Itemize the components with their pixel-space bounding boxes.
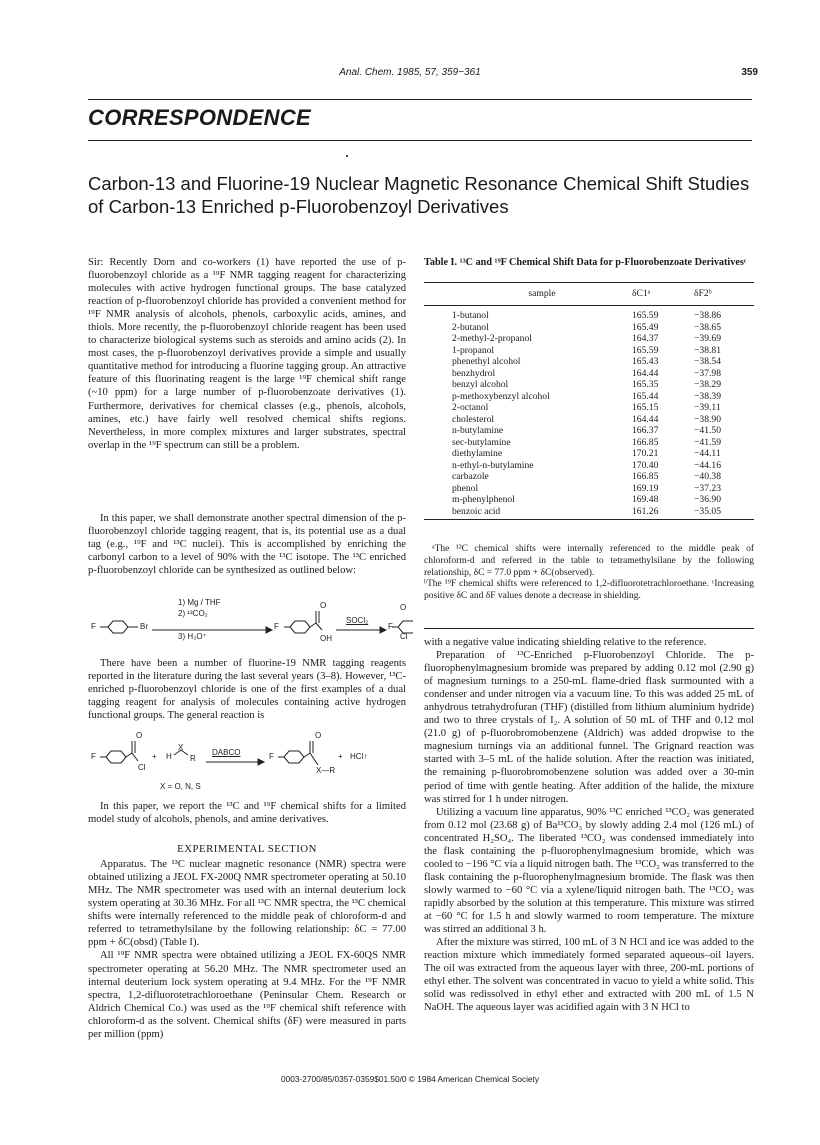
co2-paragraph: Utilizing a vacuum line apparatus, 90% ¹³C enriched ¹³CO₂ was generated from 0.12 mol (23.68 g) of Ba¹³CO₃ by slowly adding 2.4 mol (126 mL) of concentrated H₂SO₄. The liberated ¹³CO₂ was condensed immediately into the flask containing the p-fluorophenylmagnesium bromide, which was cooled to −196 °C via a liquid nitrogen bath. The ¹³CO₂ was transferred to the flask containing the p-fluorophenylmagnesium bromide. The flask was then slowly warmed to −60 °C via a xylene/liquid nitrogen bath. The ¹³CO₂ was rapidly absorbed by the solution at this temperature. This mixture was stirred at −60 °C for 1.5 h and slowly warmed to room temperature. The mixture was stirred an additional 3 h. xyxy=(424,806,754,936)
table-row xyxy=(424,402,754,414)
table-cell-c1: 165.59 xyxy=(632,344,659,356)
table-row xyxy=(424,471,754,483)
table-cell-f2: −40.38 xyxy=(694,471,721,482)
table-cell-c1: 161.26 xyxy=(632,506,694,520)
scheme1-o1: O xyxy=(320,601,327,610)
table-cell-sample: cholesterol xyxy=(452,413,495,425)
table-cell-sample: 2-methyl-2-propanol xyxy=(452,333,532,344)
table-cell-sample: phenethyl alcohol xyxy=(452,356,521,367)
table-cell-c1: 165.49 xyxy=(632,321,659,333)
table-cell-sample: diethylamine xyxy=(452,448,503,459)
table-title: Table I. ¹³C and ¹⁹F Chemical Shift Data for p-Fluorobenzoate Derivativesᶜ xyxy=(424,257,747,268)
table-row xyxy=(424,494,754,506)
left-column-mid xyxy=(88,657,406,722)
table-cell-f2: −41.59 xyxy=(694,436,721,448)
general-reaction-scheme xyxy=(88,721,408,795)
scheme1-reagent: SOCl₂ xyxy=(346,616,369,625)
table-cell-f2: −38.54 xyxy=(694,356,721,367)
table-cell-sample: 1-butanol xyxy=(452,310,489,321)
table-cell-f2: −39.11 xyxy=(694,402,721,413)
scheme1-cond2: 2) ¹³CO₂ xyxy=(178,609,208,618)
table-cell-f2: −38.90 xyxy=(694,413,721,425)
preparation-paragraph: Preparation of ¹³C-Enriched p-Fluorobenzoyl Chloride. The p-fluorophenylmagnesium bromide was prepared by adding 0.12 mol (2.90 g) of magnesium turnings to a 250-mL flame-dried flask surmounted with a condenser and under nitrogen via a vacuum line. To this was added 25 mL of anhydrous tetrahydrofuran (THF) (distilled from lithium aluminium hydride) and two to three crystals of I₂. A solution of 50 mL of THF and 0.12 mol (21.0 g) of p-fluorobromobenzene (Aldrich) was added dropwise to the magnesium turnings via an additional funnel. The Grignard reaction was started with 3–5 mL of the halide solution. After the reaction was initiated, the remaining p-fluorobromobenzene solution was added over a 30-min period of time with gentle heating. After addition of the halide, the mixture was stirred for 1 h under nitrogen. xyxy=(424,650,754,805)
table-footnote-c: ᶜIncreasing positive δC and δF values denote a decrease in shielding. xyxy=(424,579,754,602)
table-cell-c1: 170.40 xyxy=(632,459,659,471)
table-cell-f2: −38.65 xyxy=(694,321,721,333)
section-rule xyxy=(88,140,752,141)
table-cell-f2: −39.69 xyxy=(694,333,721,344)
scheme1-cond1: 1) Mg / THF xyxy=(178,598,221,607)
scheme2-hcl: HCl↑ xyxy=(350,752,368,761)
table-cell-sample: benzyl alcohol xyxy=(452,379,509,390)
table-row xyxy=(424,368,754,380)
section-title: CORRESPONDENCE xyxy=(88,105,312,130)
table-row xyxy=(424,425,754,437)
page-number: 359 xyxy=(741,67,758,78)
left-column-bottom xyxy=(88,800,406,1041)
dual-tag-paragraph: In this paper, we shall demonstrate another spectral dimension of the p-fluorobenzoyl chloride tagging reagent, that is, its potential use as a dual tag (e.g., ¹⁹F and ¹³C nuclei). This is accomplished by enriching the carbonyl carbon to a level of 90% with the ¹³C isotope. The ¹³C enriched p-fluorobenzoyl chloride can be synthesized as outlined below: xyxy=(88,513,406,577)
table-cell-sample: 2-octanol xyxy=(452,402,489,413)
synthesis-scheme xyxy=(88,594,408,646)
table-header-c1: δC1ᵃ xyxy=(632,283,694,306)
scheme1-f2: F xyxy=(274,622,279,631)
table-cell-c1: 164.44 xyxy=(632,367,659,379)
table-cell-f2: −38.81 xyxy=(694,344,721,356)
journal-citation: Anal. Chem. 1985, 57, 359−361 xyxy=(339,67,481,78)
table-row xyxy=(424,448,754,460)
scheme1-br: Br xyxy=(140,622,148,631)
scheme2-f2: F xyxy=(269,752,274,761)
shielding-paragraph: with a negative value indicating shielding relative to the reference. xyxy=(424,637,707,648)
scheme2-x: X xyxy=(178,743,184,752)
table-row xyxy=(424,306,754,322)
table-row xyxy=(424,437,754,449)
table-footnotes xyxy=(424,544,754,603)
table-cell-c1: 165.35 xyxy=(632,379,659,390)
table-cell-sample: phenol xyxy=(452,482,479,494)
scheme2-xdef: X = O, N, S xyxy=(160,782,201,791)
scheme2-reagent: DABCO xyxy=(212,748,241,757)
table-row xyxy=(424,322,754,334)
table-cell-sample: p-methoxybenzyl alcohol xyxy=(452,390,550,402)
table-cell-sample: n-butylamine xyxy=(452,425,504,436)
table-cell-sample: 1-propanol xyxy=(452,344,495,356)
table-cell-c1: 165.43 xyxy=(632,356,659,367)
table-cell-c1: 164.44 xyxy=(632,413,659,425)
table-cell-f2: −38.29 xyxy=(694,379,721,390)
apparatus-paragraph: Apparatus. The ¹³C nuclear magnetic resonance (NMR) spectra were obtained utilizing a JEOL FX-200Q NMR spectrometer operating at 50.10 MHz. The NMR spectrometer was used with an internal deuterium lock system operating at 30.36 MHz. For all ¹³C NMR spectra, the ¹³C chemical shifts were internally referenced to the middle peak of chloroform-d and referred to tetramethylsilane by the following relationship: δC = 77.00 ppm + δC(obsd) (Table I). xyxy=(88,859,406,949)
table-cell-c1: 165.59 xyxy=(632,310,659,321)
table-row xyxy=(424,356,754,368)
table-cell-f2: −37.23 xyxy=(694,482,721,494)
table-cell-sample: benzoic acid xyxy=(424,506,632,520)
table-cell-c1: 169.19 xyxy=(632,482,659,494)
table-footnote-b: ᵇThe ¹⁹F chemical shifts were referenced to 1,2-difluorotetrachloroethane. xyxy=(424,579,709,590)
table-cell-f2: −41.50 xyxy=(694,425,721,436)
intro-paragraph: Sir: Recently Dorn and co-workers (1) have reported the use of p-fluorobenzoyl chloride as a ¹⁹F NMR tagging reagent for characterizing molecules with active hydrogen functional groups. The base catalyzed reaction of p-fluorobenzoyl chloride has provided a convenient method for ¹⁹F NMR analysis of alcohols, phenols, carboxylic acids, amines, and thiols. More recently, the p-fluorobenzoyl chloride reagent has been used to characterize biological systems such as steroids and amino acids (2). In most cases, the p-fluorobenzoyl derivatives provide a simple and usually quantitative method for introducing a fluorine tagging group. An attractive feature of this fluorinating reagent is the large ¹⁹F chemical shift range (~10 ppm) for a large number of p-fluorobenzoate derivatives (1). Furthermore, derivatives for chemical classes (e.g., phenols, alcohols, amines, etc.) have fairly well resolved chemical shifts regions. Nevertheless, in more complex mixtures and larger substrates, spectral overlap in the ¹⁹F spectrum can still be a problem. xyxy=(88,257,406,451)
table-cell-f2: −44.16 xyxy=(694,459,721,471)
scheme1-cl: Cl xyxy=(400,632,408,641)
tagging-paragraph: There have been a number of fluorine-19 NMR tagging reagents reported in the literature during the last several years (3–8). However, ¹³C-enriched p-fluorobenzoyl chloride is one of the first examples of a dual tagging reagent for analysis of molecules containing active hydrogen functional groups. The general reaction is xyxy=(88,658,406,722)
right-column xyxy=(424,636,754,1014)
table-cell-sample: sec-butylamine xyxy=(452,436,511,448)
table-cell-c1: 166.85 xyxy=(632,436,659,448)
table-row xyxy=(424,460,754,472)
scheme2-o1: O xyxy=(136,731,143,740)
scheme1-f3: F xyxy=(388,622,393,631)
table-cell-f2: −37.98 xyxy=(694,367,721,379)
table-row xyxy=(424,414,754,426)
table-row xyxy=(424,379,754,391)
table-cell-f2: −38.86 xyxy=(694,310,721,321)
chemical-shift-table xyxy=(424,282,754,520)
speck-mark xyxy=(346,155,348,157)
table-end-rule xyxy=(424,628,754,629)
scheme2-h: H xyxy=(166,752,172,761)
table-cell-c1: 169.48 xyxy=(632,494,659,505)
table-cell-c1: 164.37 xyxy=(632,333,659,344)
scheme2-cl1: Cl xyxy=(138,763,146,772)
scheme1-o2: O xyxy=(400,603,407,612)
table-cell-f2: −35.05 xyxy=(694,506,754,520)
table-cell-f2: −44.11 xyxy=(694,448,721,459)
table-cell-sample: benzhydrol xyxy=(452,367,496,379)
table-footnote-a: ᵃThe ¹³C chemical shifts were internally referenced to the middle peak of chloroform-d and referred in the table to tetramethylsilane by the following relationship, δC = 77.0 ppm + δC(observed). xyxy=(424,544,754,578)
scheme2-o2: O xyxy=(315,731,322,740)
table-cell-c1: 165.15 xyxy=(632,402,659,413)
table-cell-c1: 170.21 xyxy=(632,448,659,459)
table-row xyxy=(424,333,754,345)
scheme2-xr: X—R xyxy=(316,766,336,775)
copyright-footer: 0003-2700/85/0357-0359$01.50/0 © 1984 American Chemical Society xyxy=(281,1074,539,1084)
report-paragraph: In this paper, we report the ¹³C and ¹⁹F chemical shifts for a limited model study of alcohols, phenols, and amine derivatives. xyxy=(88,801,406,826)
table-cell-sample: 2-butanol xyxy=(452,321,489,333)
f19-nmr-paragraph: All ¹⁹F NMR spectra were obtained utilizing a JEOL FX-60QS NMR spectrometer operating at 56.20 MHz. The NMR spectrometer used an internal deuterium lock system operating at 9.4 MHz. For the ¹⁹F NMR spectra, 1,2-difluorotetrachloroethane (Peninsular Chem. Research or Aldrich Chemical Co.) was used as the ¹⁹F chemical shift reference with chloroform-d as the solvent. Chemical shifts (δF) were measured in parts per million (ppm) xyxy=(88,950,406,1040)
scheme1-oh: OH xyxy=(320,634,332,643)
table-row xyxy=(424,506,754,520)
table-cell-c1: 165.44 xyxy=(632,390,659,402)
scheme2-r: R xyxy=(190,754,196,763)
scheme2-plus2: + xyxy=(338,752,343,761)
scheme2-plus1: + xyxy=(152,752,157,761)
scheme2-f1: F xyxy=(91,752,96,761)
table-row xyxy=(424,391,754,403)
scheme1-cond3: 3) H₃O⁺ xyxy=(178,632,207,641)
table-row xyxy=(424,483,754,495)
article-title: Carbon-13 and Fluorine-19 Nuclear Magnetic Resonance Chemical Shift Studies of Carbon-13 Enriched p-Fluorobenzoyl Derivatives xyxy=(88,173,750,217)
table-header-f2: δF2ᵇ xyxy=(694,283,754,306)
table-cell-sample: n-ethyl-n-butylamine xyxy=(452,459,534,471)
table-cell-f2: −38.39 xyxy=(694,390,721,402)
table-cell-c1: 166.37 xyxy=(632,425,659,436)
top-rule xyxy=(88,99,752,100)
table-header-sample: sample xyxy=(424,283,632,306)
table-cell-sample: carbazole xyxy=(452,471,489,482)
scheme1-f1: F xyxy=(91,622,96,631)
table-cell-sample: m-phenylphenol xyxy=(452,494,515,505)
table-cell-f2: −36.90 xyxy=(694,494,721,505)
experimental-heading: EXPERIMENTAL SECTION xyxy=(177,843,317,856)
workup-paragraph: After the mixture was stirred, 100 mL of 3 N HCl and ice was added to the reaction mixture which immediately formed separated aqueous–oil layers. The oil was extracted from the aqueous layer with three, 200-mL portions of ethyl ether. The solvent was concentrated in vacuo to yield a white solid. This solid was redissolved in ethyl ether and extracted with 200 mL of 1.5 N NaOH. The aqueous layer was acidified again with 3 N HCl to xyxy=(424,937,754,1014)
table-row xyxy=(424,345,754,357)
table-cell-c1: 166.85 xyxy=(632,471,659,482)
left-column xyxy=(88,256,406,577)
